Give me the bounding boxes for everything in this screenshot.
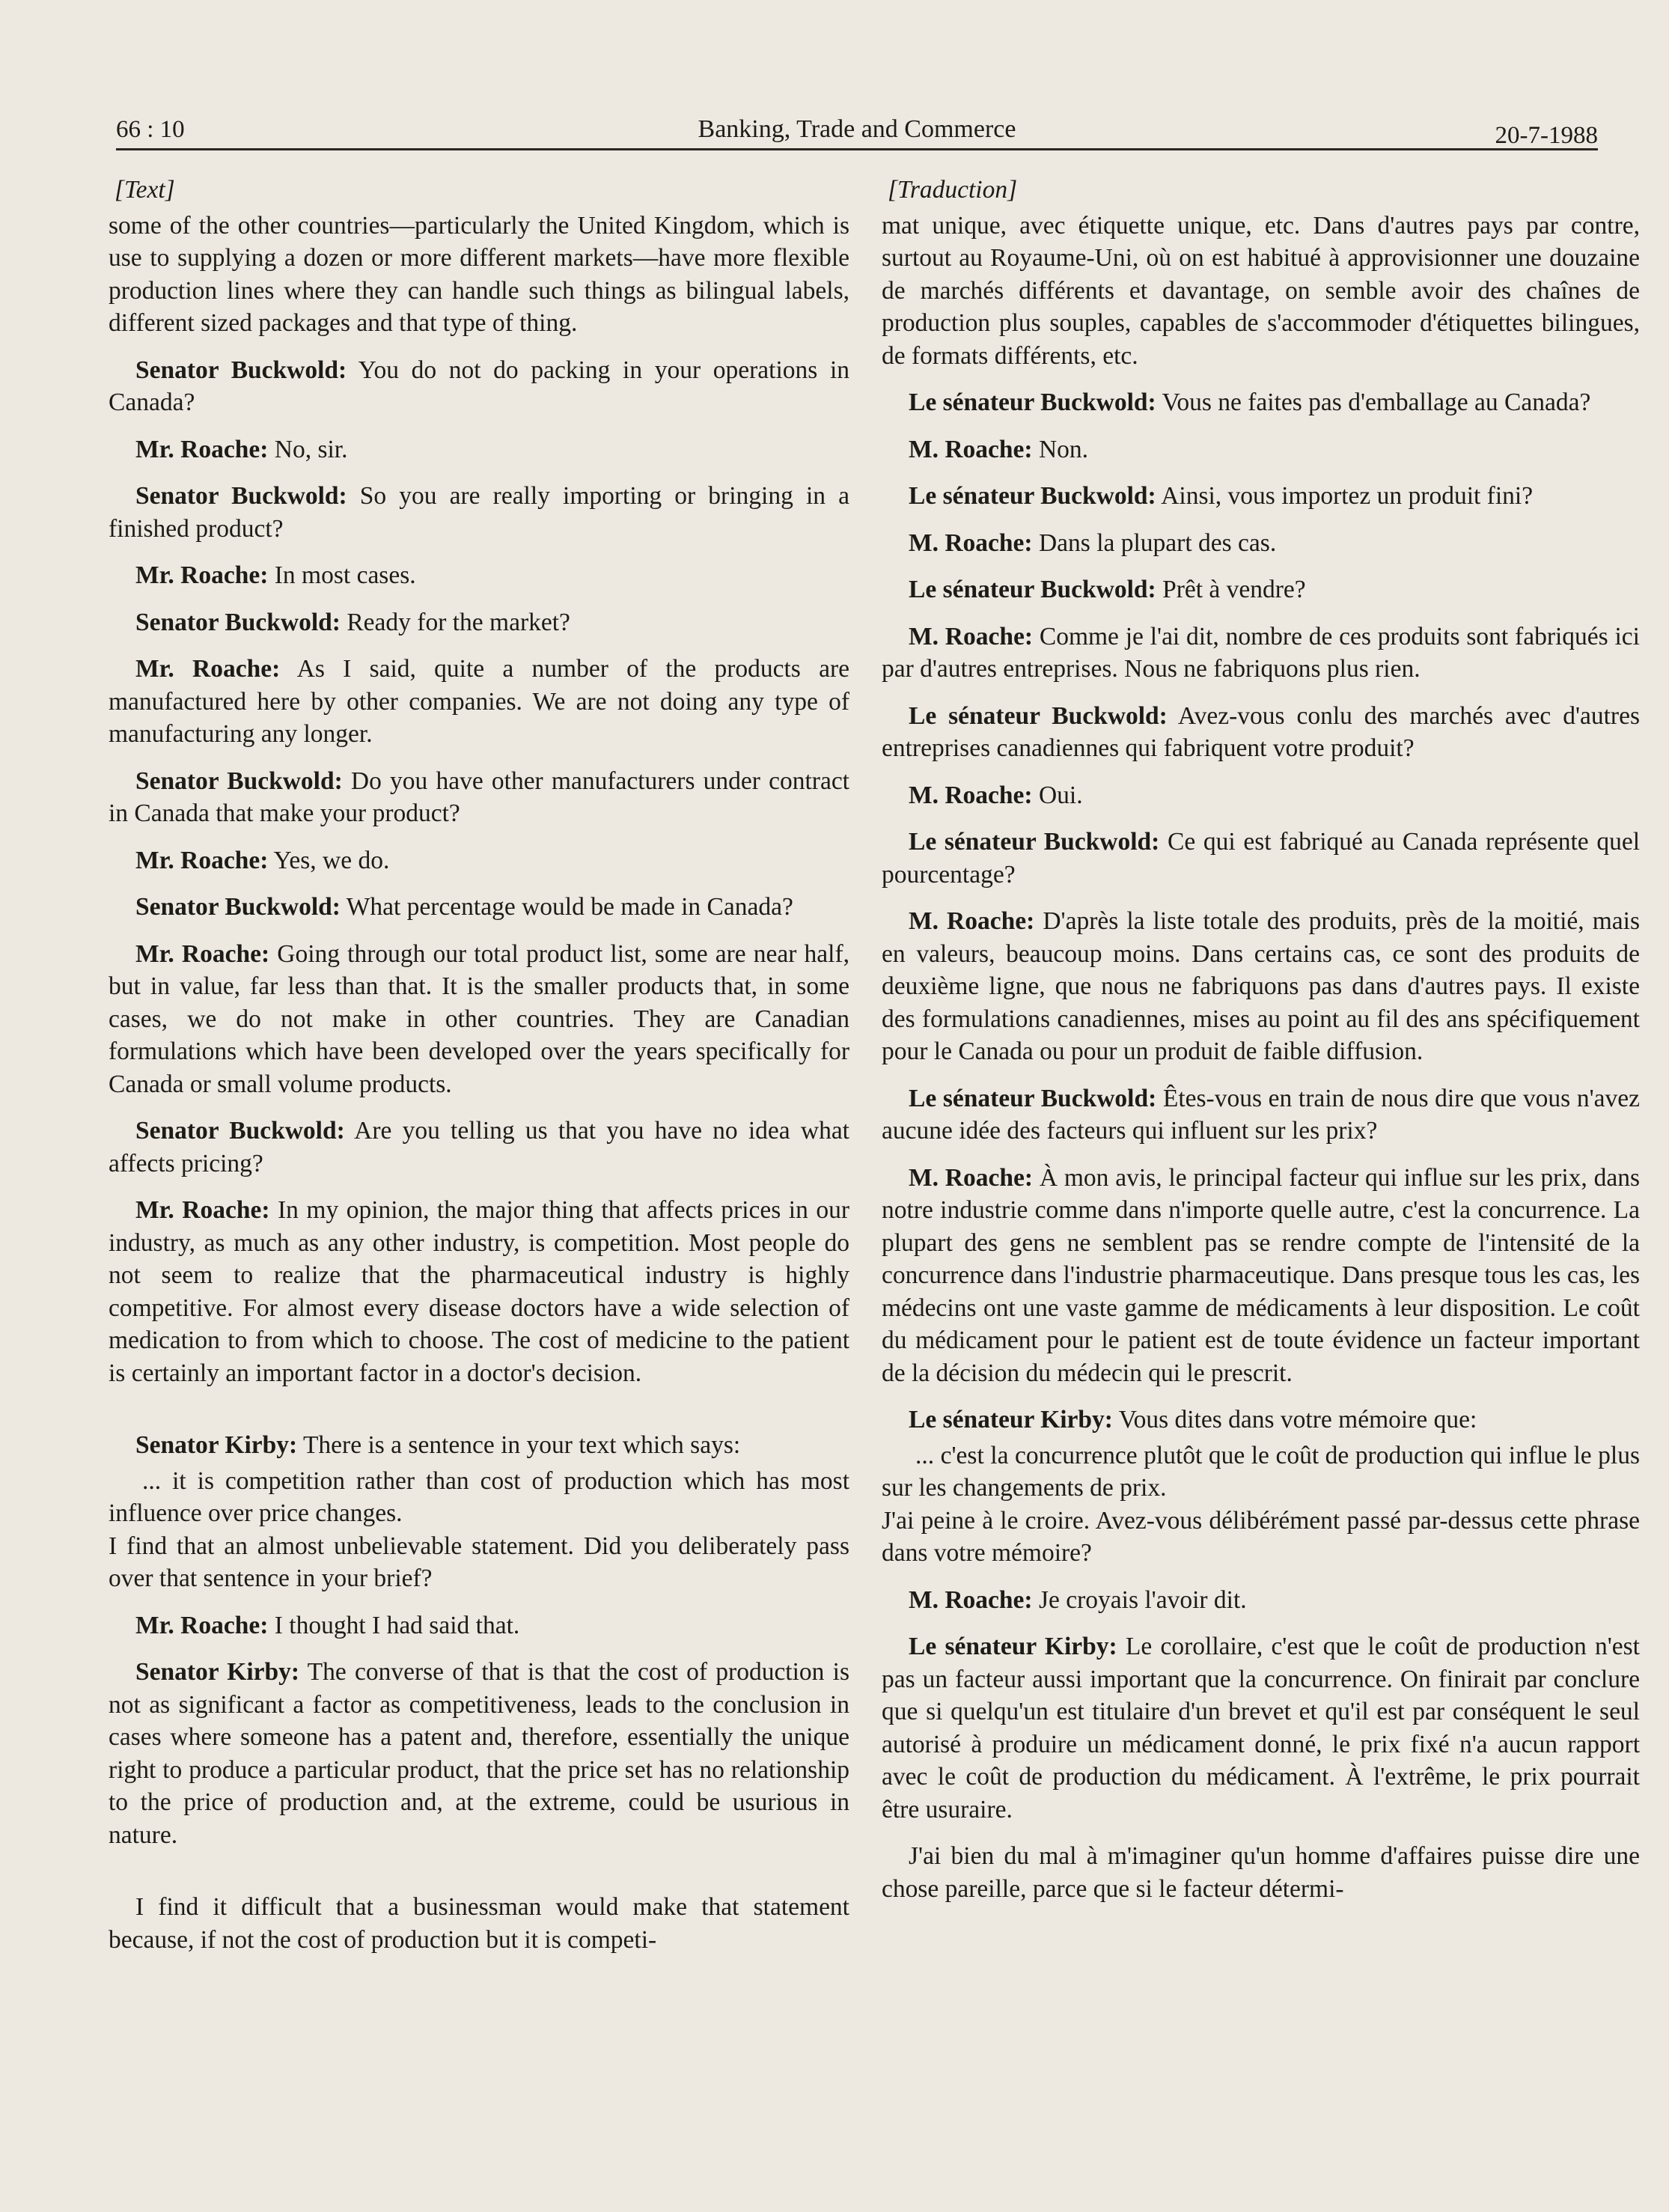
paragraph <box>109 891 849 924</box>
speech: There is a sentence in your text which says: <box>297 1431 741 1459</box>
speaker: Senator Buckwold: <box>135 482 347 510</box>
block-quote: ... it is competition rather than cost of production which has most influence over price changes. <box>109 1466 849 1527</box>
page-date: 20-7-1988 <box>1495 122 1598 149</box>
speaker: Le sénateur Buckwold: <box>909 482 1156 510</box>
speech: Do you have other manufacturers under contract in Canada that make your product? <box>109 767 849 827</box>
speech: Êtes-vous en train de nous dire que vous n'avez aucune idée des facteurs qui influent sur les prix? <box>882 1084 1640 1145</box>
paragraph <box>109 559 849 592</box>
speech: You do not do packing in your operations in Canada? <box>109 356 849 416</box>
speech: In most cases. <box>268 561 416 589</box>
speech: So you are really importing or bringing in a finished product? <box>109 482 849 543</box>
speaker: Le sénateur Buckwold: <box>909 828 1160 856</box>
paragraph <box>882 826 1640 891</box>
speaker: Senator Kirby: <box>135 1658 300 1686</box>
paragraph <box>109 844 849 877</box>
speaker: Le sénateur Kirby: <box>909 1406 1113 1433</box>
paragraph <box>882 700 1640 765</box>
paragraph: I find it difficult that a businessman would make that statement because, if not the cost of production but it is competi- <box>109 1893 849 1954</box>
speaker: Mr. Roache: <box>135 1611 269 1639</box>
speech: D'après la liste totale des produits, près de la moitié, mais en valeurs, beaucoup moins. Dans certains cas, ce sont des produits de deuxième ligne, que nous ne fabriquons pas dans d'autres pays. Il existe des formulations canadiennes, mises au point au fil des ans spécifiquement pour le Canada ou pour un produit de faible diffusion. <box>882 907 1640 1065</box>
paragraph <box>882 1584 1640 1617</box>
french-column <box>882 174 1640 2152</box>
paragraph <box>109 1609 849 1642</box>
speech: What percentage would be made in Canada? <box>340 893 793 921</box>
speaker: Mr. Roache: <box>135 435 269 463</box>
speaker: Le sénateur Kirby: <box>909 1633 1117 1660</box>
column-tag: [Text] <box>115 176 175 204</box>
speaker: Senator Buckwold: <box>135 356 347 384</box>
speech: Je croyais l'avoir dit. <box>1032 1585 1247 1614</box>
block-quote: ... c'est la concurrence plutôt que le coût de production qui influe le plus sur les changements de prix. <box>882 1441 1640 1502</box>
speech: Ready for the market? <box>340 608 570 636</box>
speaker: Senator Kirby: <box>135 1431 298 1459</box>
speaker: Mr. Roache: <box>135 1196 270 1224</box>
speaker: Mr. Roache: <box>135 655 281 683</box>
running-title: Banking, Trade and Commerce <box>698 115 1016 143</box>
speech: Ce qui est fabriqué au Canada représente quel pourcentage? <box>882 828 1640 889</box>
paragraph <box>882 573 1640 606</box>
paragraph <box>109 480 849 545</box>
speaker: Le sénateur Buckwold: <box>909 1084 1157 1112</box>
speaker: Senator Buckwold: <box>135 767 343 795</box>
paragraph <box>882 433 1640 466</box>
paragraph <box>882 905 1640 1068</box>
speaker: M. Roache: <box>909 781 1033 809</box>
speech: Comme je l'ai dit, nombre de ces produits sont fabriqués ici par d'autres entreprises. Nous ne fabriquons plus rien. <box>882 622 1640 683</box>
speech: Are you telling us that you have no idea what affects pricing? <box>109 1117 849 1177</box>
speech: In my opinion, the major thing that affects prices in our industry, as much as any other industry, is competition. Most people do not seem to realize that the pharmaceutical industry is highly competitive. For almost every disease doctors have a wide selection of medication to from which to choose. The cost of medicine to the patient is certainly an important factor in a doctor's decision. <box>109 1196 849 1387</box>
speaker: Mr. Roache: <box>135 846 269 874</box>
paragraph <box>109 1115 849 1180</box>
speaker: Senator Buckwold: <box>135 608 341 636</box>
paragraph <box>882 621 1640 686</box>
paragraph <box>882 1404 1640 1436</box>
speaker: Le sénateur Buckwold: <box>909 389 1156 416</box>
page-number: 66 : 10 <box>116 116 185 143</box>
paragraph: mat unique, avec étiquette unique, etc. Dans d'autres pays par contre, surtout au Royaume-Uni, où on est habitué à approvisionner une douzaine de marchés différents et davantage, on semble avoir des chaînes de production plus souples, capables de s'accommoder d'étiquettes bilingues, de formats différents, etc. <box>882 211 1640 370</box>
paragraph <box>882 1082 1640 1148</box>
speech: Prêt à vendre? <box>1156 576 1306 603</box>
paragraph <box>109 1429 849 1462</box>
page-header <box>116 111 1598 150</box>
paragraph <box>882 1162 1640 1390</box>
speech: As I said, quite a number of the products are manufactured here by other companies. We are not doing any type of manufacturing any longer. <box>109 655 849 748</box>
speaker: M. Roache: <box>909 435 1033 463</box>
speech: À mon avis, le principal facteur qui influe sur les prix, dans notre industrie comme dans n'importe quelle autre, c'est la concurrence. La plupart des gens ne semblent pas se rendre compte de l'intensité de la concurrence dans l'industrie pharmaceutique. Dans presque tous les cas, les médecins ont une vaste gamme de médicaments à leur disposition. Le coût du médicament pour le patient est de toute évidence un facteur important de la décision du médecin qui le prescrit. <box>882 1163 1640 1387</box>
paragraph <box>882 527 1640 560</box>
paragraph <box>882 480 1640 513</box>
speaker: M. Roache: <box>909 528 1033 557</box>
speech: I thought I had said that. <box>268 1611 520 1639</box>
speech: Oui. <box>1032 781 1083 809</box>
speaker: M. Roache: <box>909 622 1034 651</box>
paragraph <box>882 779 1640 812</box>
paragraph <box>109 765 849 830</box>
speaker: M. Roache: <box>909 907 1035 935</box>
paragraph: J'ai peine à le croire. Avez-vous délibérément passé par-dessus cette phrase dans votre mémoire? <box>882 1506 1640 1567</box>
paragraph <box>882 386 1640 419</box>
speech: Vous dites dans votre mémoire que: <box>1112 1406 1477 1433</box>
speaker: Le sénateur Buckwold: <box>909 701 1168 730</box>
speaker: Le sénateur Buckwold: <box>909 576 1156 603</box>
speaker: Mr. Roache: <box>135 561 269 589</box>
speaker: Mr. Roache: <box>135 939 270 968</box>
speech: Going through our total product list, some are near half, but in value, far less than that. It is the smaller products that, in some cases, we do not make in other countries. They are Canadian formulations which have been developed over the years specifically for Canada or small volume products. <box>109 939 849 1098</box>
paragraph <box>109 354 849 419</box>
paragraph <box>109 433 849 466</box>
speech: Non. <box>1032 435 1089 463</box>
speech: Ainsi, vous importez un produit fini? <box>1156 482 1534 510</box>
paragraph: some of the other countries—particularly the United Kingdom, which is use to supplying a dozen or more different markets—have more flexible production lines where they can handle such things as bilingual labels, different sized packages and that type of thing. <box>109 211 849 337</box>
speaker: M. Roache: <box>909 1585 1033 1614</box>
speaker: Senator Buckwold: <box>135 893 341 921</box>
column-tag: [Traduction] <box>888 176 1018 204</box>
speech: The converse of that is that the cost of production is not as significant a factor as competitiveness, leads to the conclusion in cases where someone has a patent and, therefore, essentially the unique right to produce a particular product, that the price set has no relationship to the price of production and, at the extreme, could be usurious in nature. <box>109 1658 849 1849</box>
speech: Vous ne faites pas d'emballage au Canada? <box>1156 389 1591 416</box>
paragraph <box>109 1656 849 1851</box>
speaker: M. Roache: <box>909 1163 1034 1192</box>
speech: Le corollaire, c'est que le coût de production n'est pas un facteur aussi important que la concurrence. On finirait par conclure que si quelqu'un est titulaire d'un brevet et qu'il est par conséquent le seul autorisé à produire un médicament donné, le prix fixé n'a aucun rapport avec le coût de production du médicament. À l'extrême, le prix pourrait être usuraire. <box>882 1633 1640 1823</box>
paragraph: I find that an almost unbelievable statement. Did you deliberately pass over that sentence in your brief? <box>109 1532 849 1592</box>
paragraph <box>109 938 849 1101</box>
english-column <box>109 174 849 2152</box>
speaker: Senator Buckwold: <box>135 1117 345 1145</box>
speech: Avez-vous conlu des marchés avec d'autres entreprises canadiennes qui fabriquent votre produit? <box>882 701 1640 762</box>
speech: Dans la plupart des cas. <box>1032 528 1277 557</box>
paragraph <box>109 606 849 639</box>
paragraph <box>882 1630 1640 1826</box>
paragraph: J'ai bien du mal à m'imaginer qu'un homme d'affaires puisse dire une chose pareille, parce que si le facteur détermi- <box>882 1842 1640 1903</box>
speech: Yes, we do. <box>268 846 390 874</box>
speech: No, sir. <box>268 435 348 463</box>
paragraph <box>109 653 849 751</box>
paragraph <box>109 1194 849 1389</box>
